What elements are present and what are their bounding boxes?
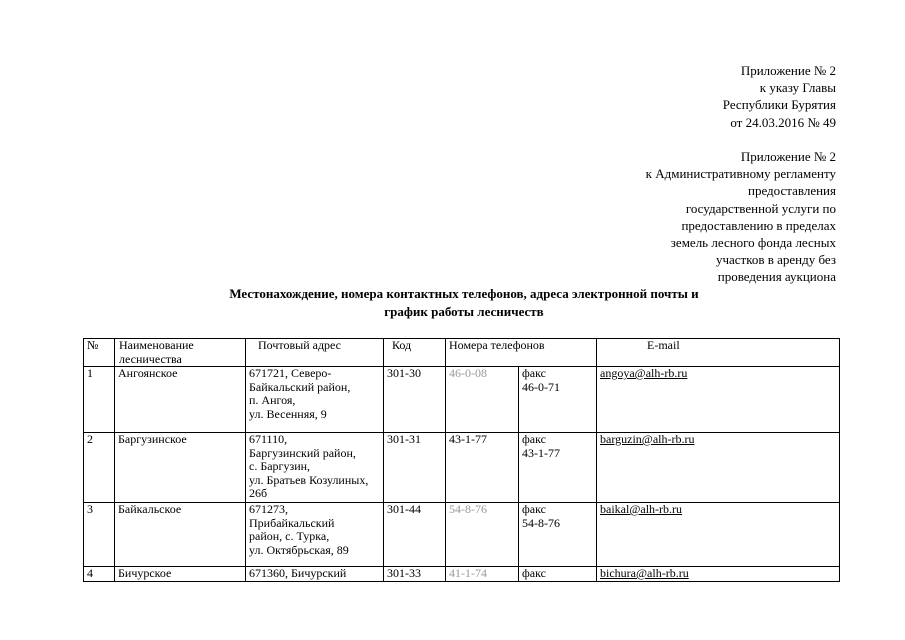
text-line: 671360, Бичурский	[249, 566, 347, 580]
appendix-header-decree	[723, 62, 836, 131]
fax-number	[519, 503, 597, 567]
text-line: 46-0-71	[522, 379, 560, 394]
table-row	[84, 567, 840, 582]
text-line: от 24.03.2016 № 49	[730, 114, 836, 130]
email-cell	[597, 433, 840, 503]
forestry-name: Баргузинское	[115, 433, 246, 503]
text-line: проведения аукциона	[717, 269, 836, 285]
text-line: ул. Братьев Козулиных,	[249, 472, 369, 487]
row-num: 4	[84, 567, 115, 582]
row-num: 1	[84, 367, 115, 433]
table-header-row	[84, 339, 840, 367]
header-address: Почтовый адрес	[246, 339, 384, 367]
text-line: Приложение № 2	[740, 63, 836, 78]
text-line: п. Ангоя,	[249, 393, 296, 407]
text-line: 26б	[249, 486, 268, 500]
table-row	[84, 433, 840, 503]
email-cell	[597, 567, 840, 582]
phone-number: 54-8-76	[446, 503, 519, 567]
text-line: факс	[522, 366, 546, 380]
forestry-table	[83, 338, 840, 582]
postal-address	[246, 433, 384, 503]
forestry-name: Ангоянское	[115, 367, 246, 433]
text-line: 671110,	[249, 432, 288, 446]
email-cell	[597, 367, 840, 433]
text-line: график работы лесничеств	[384, 304, 544, 319]
text-line: участков в аренду без	[715, 252, 836, 268]
phone-number: 46-0-08	[446, 367, 519, 433]
text-line: Баргузинский район,	[249, 445, 356, 460]
email-link[interactable]: angoya@alh-rb.ru	[600, 366, 688, 380]
text-line: Приложение № 2	[740, 149, 836, 164]
phone-code: 301-31	[384, 433, 446, 503]
postal-address	[246, 503, 384, 567]
fax-number	[519, 367, 597, 433]
text-line: с. Баргузин,	[249, 459, 311, 473]
header-num: №	[84, 339, 115, 367]
row-num: 2	[84, 433, 115, 503]
forestry-name: Бичурское	[115, 567, 246, 582]
header-email: E-mail	[597, 339, 840, 367]
forestry-name: Байкальское	[115, 503, 246, 567]
header-code: Код	[384, 339, 446, 367]
header-name: Наименование лесничества	[115, 339, 246, 367]
header-phones: Номера телефонов	[446, 339, 597, 367]
text-line: к Административному регламенту	[645, 166, 836, 182]
text-line: ул. Октябрьская, 89	[249, 542, 349, 557]
text-line: Местонахождение, номера контактных телефонов, адреса электронной почты и	[229, 286, 699, 301]
text-line: к указу Главы	[759, 80, 836, 96]
phone-code: 301-30	[384, 367, 446, 433]
text-line: предоставления	[748, 183, 836, 199]
email-link[interactable]: baikal@alh-rb.ru	[600, 502, 683, 516]
fax-number	[519, 567, 597, 582]
text-line: факс	[522, 566, 546, 580]
row-num: 3	[84, 503, 115, 567]
text-line: предоставлению в пределах	[681, 217, 836, 233]
table-row	[84, 367, 840, 433]
text-line: Прибайкальский	[249, 515, 335, 530]
text-line: факс	[522, 432, 546, 446]
email-link[interactable]: barguzin@alh-rb.ru	[600, 432, 695, 446]
table-row	[84, 503, 840, 567]
text-line: земель лесного фонда лесных	[670, 235, 836, 251]
postal-address	[246, 367, 384, 433]
email-link[interactable]: bichura@alh-rb.ru	[600, 566, 689, 580]
text-line: Республики Бурятия	[722, 97, 836, 113]
postal-address	[246, 567, 384, 582]
text-line: 54-8-76	[522, 515, 560, 530]
phone-number: 43-1-77	[446, 433, 519, 503]
text-line: 671721, Северо-	[249, 366, 332, 380]
document-title	[0, 285, 905, 321]
phone-number: 41-1-74	[446, 567, 519, 582]
text-line: 671273,	[249, 502, 288, 516]
email-cell	[597, 503, 840, 567]
text-line: 43-1-77	[522, 445, 560, 460]
phone-code: 301-33	[384, 567, 446, 582]
phone-code: 301-44	[384, 503, 446, 567]
text-line: ул. Весенняя, 9	[249, 406, 327, 421]
fax-number	[519, 433, 597, 503]
text-line: Байкальский район,	[249, 379, 351, 394]
text-line: факс	[522, 502, 546, 516]
text-line: государственной услуги по	[685, 200, 836, 216]
appendix-header-regulation	[646, 148, 836, 286]
text-line: район, с. Турка,	[249, 529, 330, 543]
